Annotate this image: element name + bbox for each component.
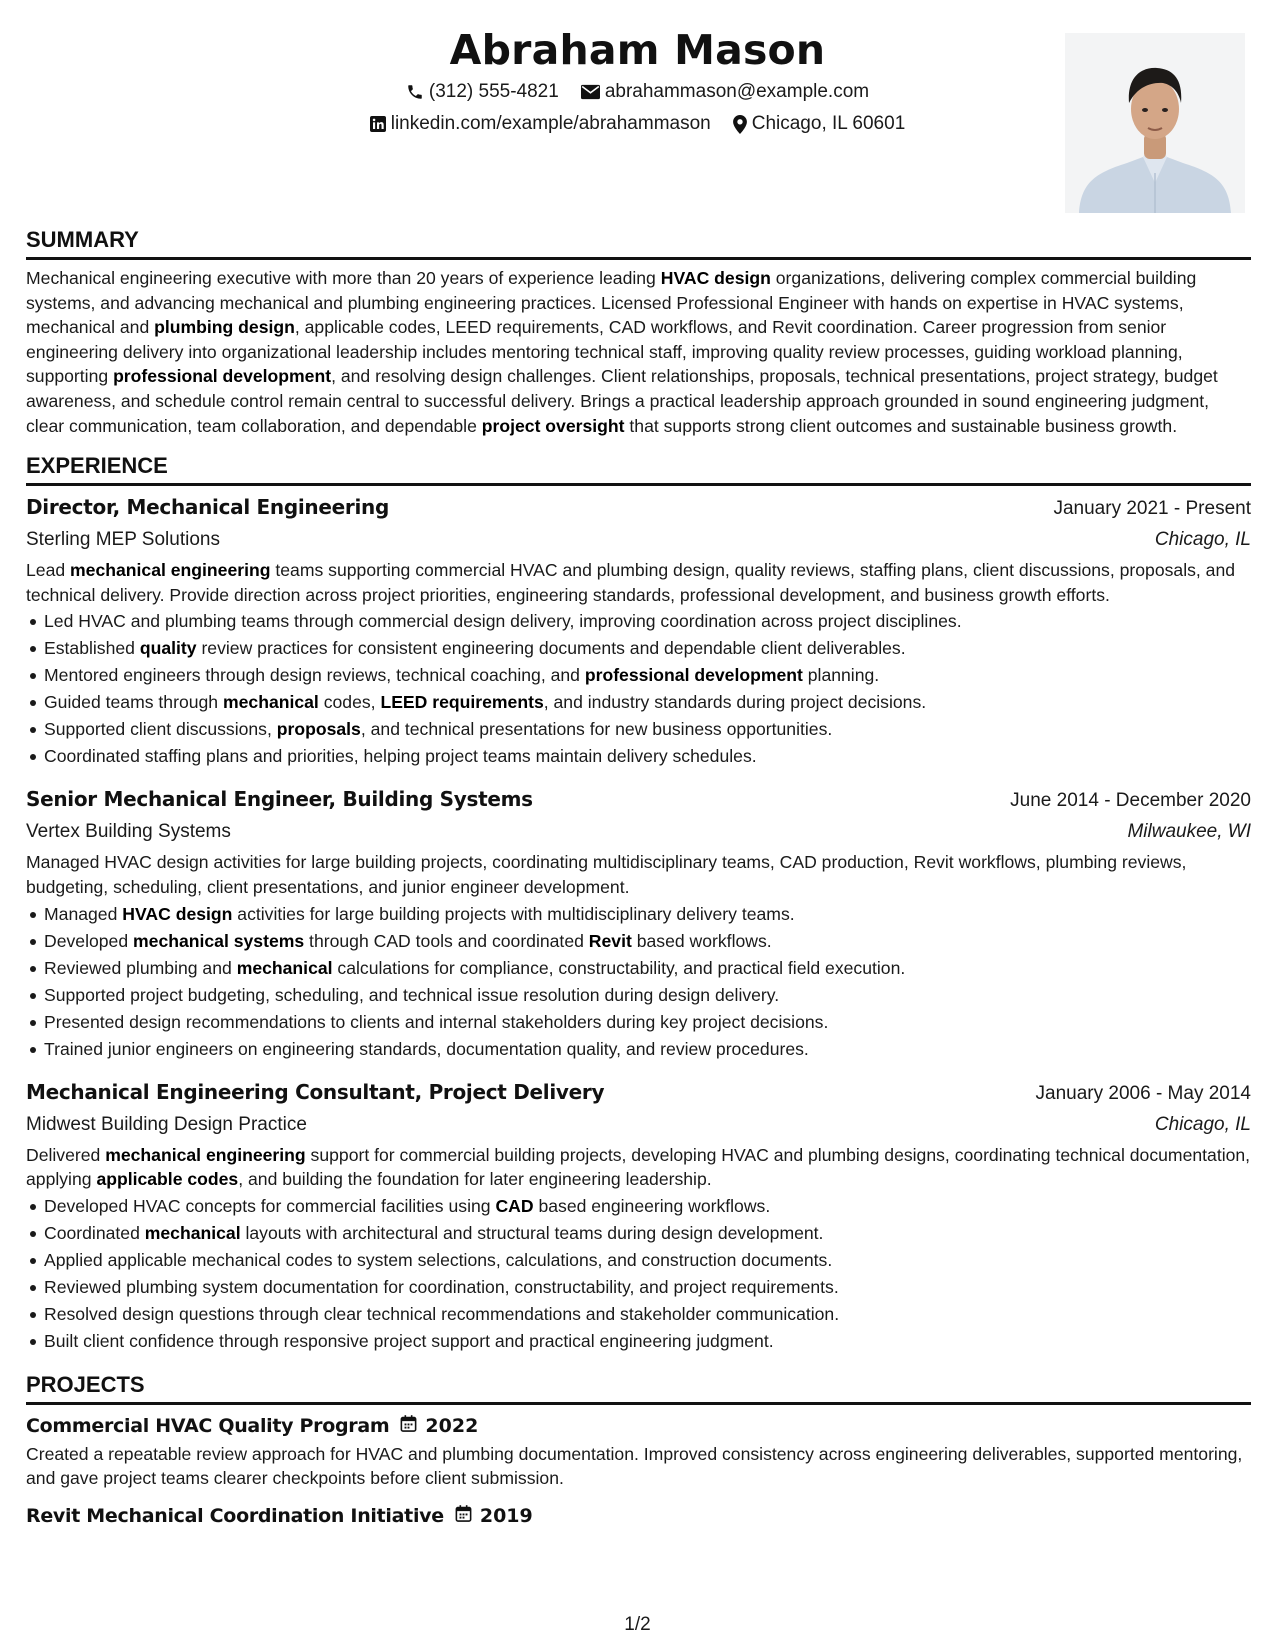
company-name: Midwest Building Design Practice <box>26 1113 307 1135</box>
projects-heading: PROJECTS <box>26 1369 1251 1405</box>
bold-keyword: mechanical systems <box>133 930 305 951</box>
company-name: Vertex Building Systems <box>26 821 231 843</box>
job-description <box>26 850 1251 899</box>
text-run: Supported project budgeting, scheduling, and technical issue resolution during design delivery. <box>44 984 780 1005</box>
text-run: , and industry standards during project decisions. <box>543 692 927 713</box>
summary-text <box>26 266 1251 438</box>
bold-keyword: applicable codes <box>96 1169 239 1190</box>
summary-heading: SUMMARY <box>26 224 1251 260</box>
project-title: Commercial HVAC Quality Program <box>26 1414 390 1437</box>
job-description <box>26 558 1251 607</box>
achievement-item <box>26 955 1251 982</box>
project-header-row <box>26 1411 1251 1442</box>
job-header-row <box>26 492 1251 524</box>
bold-keyword: CAD <box>495 1195 534 1216</box>
achievement-item <box>26 1328 1251 1355</box>
project-title: Revit Mechanical Coordination Initiative <box>26 1504 444 1527</box>
bold-keyword: HVAC design <box>660 268 771 288</box>
bold-keyword: mechanical <box>222 692 319 713</box>
job-entry <box>26 492 1251 770</box>
job-title: Director, Mechanical Engineering <box>26 495 389 520</box>
text-run: activities for large building projects with multidisciplinary delivery teams. <box>232 903 795 924</box>
job-entry <box>26 1077 1251 1355</box>
calendar-icon <box>399 1414 418 1438</box>
phone-contact <box>406 76 559 108</box>
company-name: Sterling MEP Solutions <box>26 529 220 551</box>
achievement-item <box>26 928 1251 955</box>
achievement-item <box>26 901 1251 928</box>
profile-photo <box>1065 33 1245 213</box>
achievement-item <box>26 982 1251 1009</box>
text-run: Established <box>44 638 140 659</box>
achievement-item <box>26 743 1251 770</box>
achievement-item <box>26 1009 1251 1036</box>
project-date <box>399 1411 478 1442</box>
project-entry <box>26 1501 1251 1532</box>
achievement-item <box>26 1247 1251 1274</box>
bold-keyword: mechanical engineering <box>105 1144 306 1165</box>
bold-keyword: HVAC design <box>122 903 233 924</box>
project-date <box>454 1501 533 1532</box>
text-run: organizations, delivering complex commercial building systems, and advancing mechanical and plumbing engineering practices. Licensed Professional Engineer with hands on expertise in HVAC systems, mechanical and <box>26 268 1197 338</box>
text-run: Developed <box>44 930 134 951</box>
project-list <box>26 1411 1251 1532</box>
text-run: , and building the foundation for later engineering leadership. <box>238 1169 712 1190</box>
bold-keyword: project oversight <box>481 415 625 436</box>
project-description: Created a repeatable review approach for HVAC and plumbing documentation. Improved consistency across engineering deliverables, supported mentoring, and gave project teams clearer checkpoints before client submission. <box>26 1443 1243 1489</box>
achievement-item <box>26 1301 1251 1328</box>
job-header-row <box>26 784 1251 816</box>
job-company-row <box>26 1109 1251 1140</box>
job-dates: June 2014 - December 2020 <box>1010 790 1251 812</box>
bold-keyword: Revit <box>588 930 632 951</box>
text-run: Delivered <box>26 1144 106 1165</box>
text-run: teams supporting commercial HVAC and plumbing design, quality reviews, staffing plans, client discussions, proposals, and technical delivery. Provide direction across project priorities, engineering standards, professional development, and business growth efforts. <box>26 560 1236 605</box>
project-header-row <box>26 1501 1251 1532</box>
text-run: Coordinated <box>44 1222 145 1243</box>
achievement-item <box>26 1220 1251 1247</box>
calendar-icon <box>454 1504 473 1528</box>
text-run: , and resolving design challenges. Client relationships, proposals, technical presentations, project strategy, budget awareness, and schedule control remain central to successful delivery. Brings a practical leadership approach grounded in sound engineering judgment, clear communication, team collaboration, and dependable <box>26 366 1218 436</box>
text-run: Managed HVAC design activities for large building projects, coordinating multidisciplinary teams, CAD production, Revit workflows, plumbing reviews, budgeting, scheduling, client presentations, and junior engineer development. <box>26 852 1187 897</box>
text-run: calculations for compliance, constructability, and practical field execution. <box>332 957 906 978</box>
achievement-item <box>26 1274 1251 1301</box>
projects-section <box>26 1369 1251 1532</box>
job-title: Senior Mechanical Engineer, Building Systems <box>26 787 533 812</box>
text-run: based workflows. <box>631 930 772 951</box>
achievement-item <box>26 1193 1251 1220</box>
project-entry <box>26 1411 1251 1491</box>
email-address[interactable]: abrahammason@example.com <box>604 81 870 102</box>
job-company-row <box>26 524 1251 555</box>
phone-number: (312) 555-4821 <box>428 81 559 102</box>
text-run: review practices for consistent engineering documents and dependable client deliverables. <box>196 638 906 659</box>
text-run: Reviewed plumbing system documentation for coordination, constructability, and project requirements. <box>44 1276 839 1297</box>
achievement-item <box>26 716 1251 743</box>
job-location: Chicago, IL <box>1154 1113 1251 1135</box>
envelope-icon <box>581 84 600 100</box>
project-year: 2019 <box>479 1504 533 1527</box>
job-list <box>26 492 1251 1355</box>
text-run: Guided teams through <box>44 692 223 713</box>
text-run: Applied applicable mechanical codes to system selections, calculations, and construction documents. <box>44 1249 833 1270</box>
text-run: that supports strong client outcomes and sustainable business growth. <box>624 415 1178 436</box>
job-title: Mechanical Engineering Consultant, Project Delivery <box>26 1079 605 1104</box>
text-run: planning. <box>802 665 880 686</box>
text-run: Lead <box>26 560 71 581</box>
bold-keyword: plumbing design <box>154 317 295 338</box>
text-run: Mentored engineers through design reviews, technical coaching, and <box>44 665 585 686</box>
linkedin-contact[interactable] <box>370 108 711 140</box>
text-run: Led HVAC and plumbing teams through commercial design delivery, improving coordination across project disciplines. <box>44 611 962 632</box>
text-run: Managed <box>44 903 123 924</box>
text-run: Presented design recommendations to clients and internal stakeholders during key project decisions. <box>44 1011 829 1032</box>
job-dates: January 2006 - May 2014 <box>1035 1082 1251 1104</box>
text-run: Trained junior engineers on engineering standards, documentation quality, and review procedures. <box>44 1038 809 1059</box>
text-run: , applicable codes, LEED requirements, CAD workflows, and Revit coordination. Career progression from senior engineering delivery into organizational leadership includes mentoring technical staff, improving quality review processes, guiding workload planning, supporting <box>26 317 1183 387</box>
job-company-row <box>26 816 1251 847</box>
experience-heading: EXPERIENCE <box>26 450 1251 486</box>
candidate-name: Abraham Mason <box>449 26 826 74</box>
resume-body <box>26 224 1251 1544</box>
linkedin-url[interactable]: linkedin.com/example/abrahammason <box>390 113 711 134</box>
bold-keyword: mechanical <box>236 957 333 978</box>
bold-keyword: professional development <box>584 665 803 686</box>
job-entry <box>26 784 1251 1062</box>
bold-keyword: professional development <box>113 366 332 387</box>
achievement-list <box>26 901 1251 1063</box>
achievement-item <box>26 662 1251 689</box>
text-run: support for commercial building projects, developing HVAC and plumbing designs, coordinating technical documentation, applying <box>26 1144 1251 1190</box>
job-description <box>26 1143 1251 1192</box>
email-contact[interactable] <box>581 76 869 108</box>
text-run: , and technical presentations for new business opportunities. <box>360 719 833 740</box>
job-header-row <box>26 1077 1251 1109</box>
text-run: codes, <box>318 692 381 713</box>
achievement-item <box>26 608 1251 635</box>
location-text: Chicago, IL 60601 <box>751 113 906 134</box>
location-contact <box>733 108 906 140</box>
achievement-list <box>26 1193 1251 1355</box>
summary-section <box>26 224 1251 438</box>
page-number: 1/2 <box>624 1614 651 1635</box>
text-run: Built client confidence through responsive project support and practical engineering judgment. <box>44 1330 774 1351</box>
bold-keyword: proposals <box>276 719 361 740</box>
text-run: Coordinated staffing plans and priorities, helping project teams maintain delivery schedules. <box>44 746 757 767</box>
bold-keyword: mechanical engineering <box>70 560 271 581</box>
map-pin-icon <box>733 115 747 134</box>
text-run: layouts with architectural and structural teams during design development. <box>240 1222 824 1243</box>
text-run: Developed HVAC concepts for commercial facilities using <box>44 1195 496 1216</box>
achievement-item <box>26 689 1251 716</box>
job-location: Chicago, IL <box>1154 529 1251 551</box>
text-run: through CAD tools and coordinated <box>304 930 589 951</box>
text-run: Mechanical engineering executive with more than 20 years of experience leading <box>26 268 661 288</box>
text-run: Reviewed plumbing and <box>44 957 237 978</box>
text-run: Supported client discussions, <box>44 719 277 740</box>
bold-keyword: LEED requirements <box>380 692 544 713</box>
text-run: based engineering workflows. <box>533 1195 771 1216</box>
bold-keyword: mechanical <box>144 1222 241 1243</box>
job-dates: January 2021 - Present <box>1053 498 1251 520</box>
experience-section <box>26 450 1251 1355</box>
linkedin-icon <box>370 116 386 132</box>
phone-icon <box>406 83 424 101</box>
bold-keyword: quality <box>139 638 197 659</box>
achievement-item <box>26 1036 1251 1063</box>
project-year: 2022 <box>425 1414 479 1437</box>
job-location: Milwaukee, WI <box>1127 821 1251 843</box>
achievement-list <box>26 608 1251 770</box>
text-run: Resolved design questions through clear technical recommendations and stakeholder communication. <box>44 1303 840 1324</box>
achievement-item <box>26 635 1251 662</box>
